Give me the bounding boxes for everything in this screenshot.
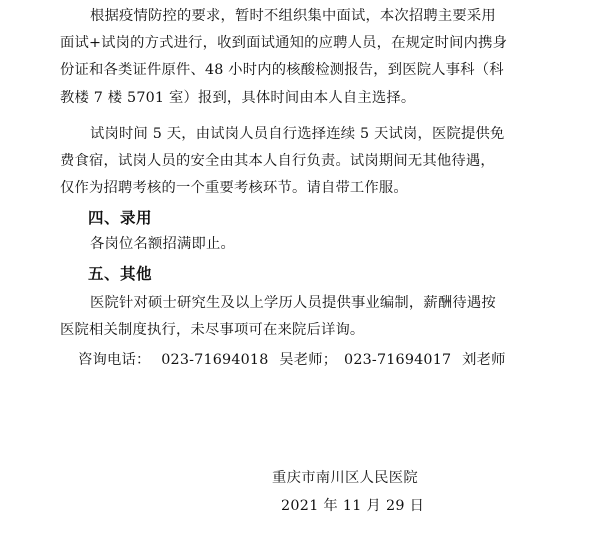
contact-phone-2: 023-71694017 bbox=[344, 352, 452, 368]
section4-heading: 四、录用 bbox=[88, 208, 153, 227]
section5-line-1: 医院针对硕士研究生及以上学历人员提供事业编制，薪酬待遇按 bbox=[90, 295, 496, 311]
contact-name-1: 吴老师； bbox=[279, 352, 338, 368]
para1-line-4: 教楼 7 楼 5701 室）报到，具体时间由本人自主选择。 bbox=[60, 90, 416, 106]
contact-phone-1: 023-71694018 bbox=[161, 352, 269, 368]
contact-name-2: 刘老师 bbox=[462, 352, 506, 368]
section5-line-2: 医院相关制度执行，未尽事项可在来院后详询。 bbox=[60, 322, 365, 338]
para1-line-1: 根据疫情防控的要求，暂时不组织集中面试，本次招聘主要采用 bbox=[90, 8, 496, 24]
para2-line-2: 费食宿，试岗人员的安全由其本人自行负责。试岗期间无其他待遇， bbox=[60, 153, 495, 169]
contact-line bbox=[78, 350, 506, 370]
section5-heading: 五、其他 bbox=[88, 264, 153, 283]
para2-line-3: 仅作为招聘考核的一个重要考核环节。请自带工作服。 bbox=[60, 180, 408, 196]
para1-line-2: 面试+试岗的方式进行，收到面试通知的应聘人员，在规定时间内携身 bbox=[60, 35, 508, 51]
signature-date: 2021 年 11 月 29 日 bbox=[281, 498, 425, 514]
signature-org: 重庆市南川区人民医院 bbox=[272, 470, 418, 486]
para1-line-3: 份证和各类证件原件、48 小时内的核酸检测报告，到医院人事科（科 bbox=[60, 62, 504, 78]
contact-label: 咨询电话： bbox=[78, 352, 151, 368]
para2-line-1: 试岗时间 5 天，由试岗人员自行选择连续 5 天试岗，医院提供免 bbox=[90, 126, 505, 142]
section4-text: 各岗位名额招满即止。 bbox=[90, 236, 235, 252]
